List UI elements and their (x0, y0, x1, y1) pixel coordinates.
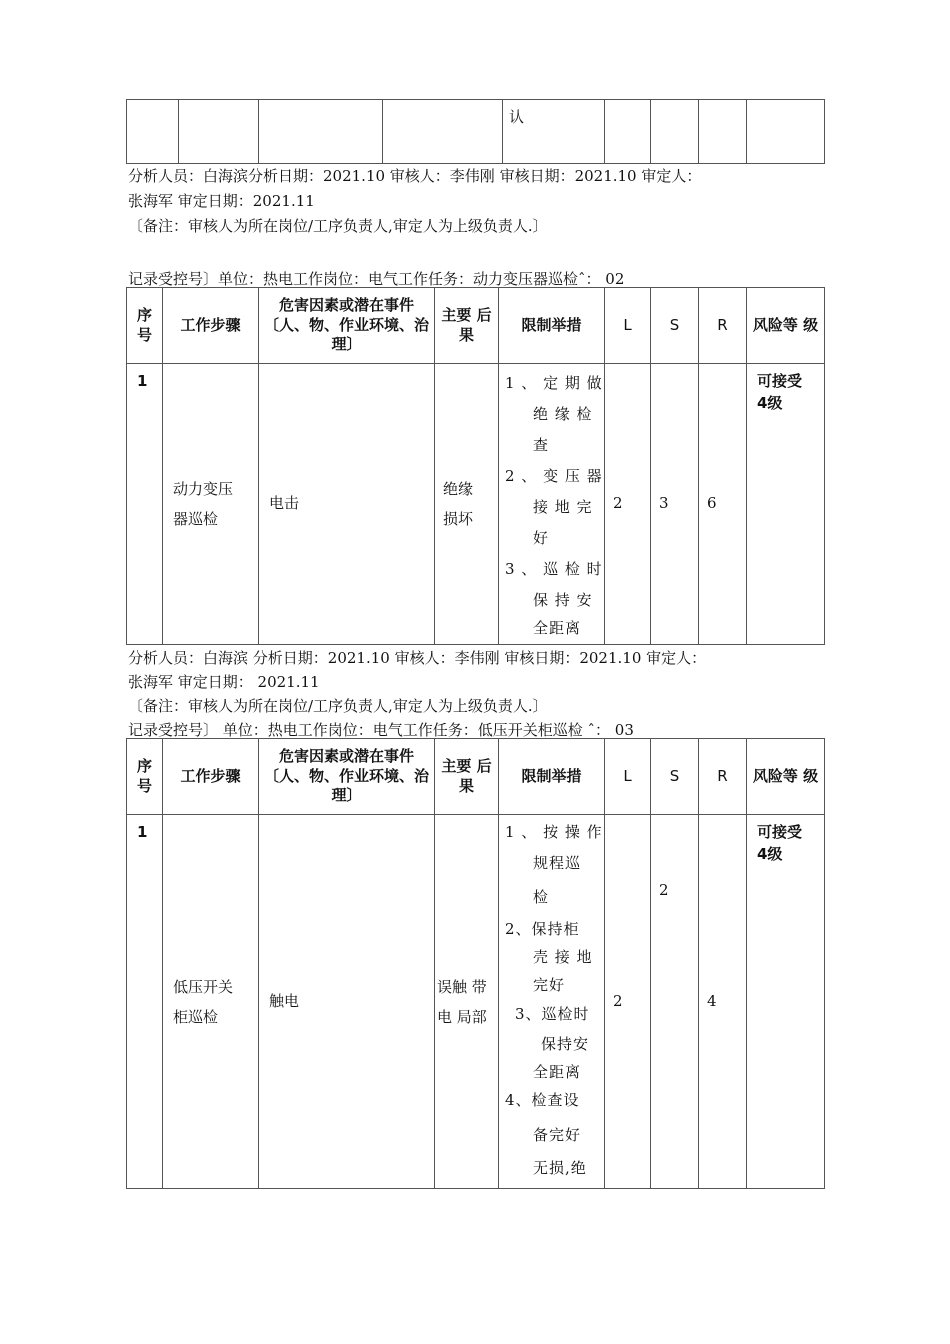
row-seq (127, 815, 163, 1189)
row-step (163, 364, 259, 645)
row-r (699, 815, 747, 1189)
header-step: 工作步骤 (163, 739, 259, 815)
remark-note: 〔备注：审核人为所在岗位/工序负责人,审定人为上级负责人.〕 (128, 217, 548, 235)
hazard-text: 触电 (269, 991, 300, 1010)
measure-line: 3、巡检时 (515, 1005, 590, 1023)
table-row (127, 364, 825, 645)
row-s (651, 364, 699, 645)
header-r: R (699, 288, 747, 364)
top-cell (259, 100, 383, 164)
header-measures: 限制举措 (499, 739, 605, 815)
header-level: 风险等 级 (747, 288, 825, 364)
row-step (163, 815, 259, 1189)
step-text: 柜巡检 (173, 1007, 219, 1026)
table-header-row (127, 288, 825, 364)
row-measures (499, 364, 605, 645)
level-text: 4级 (757, 845, 783, 863)
top-cell-text: 认 (509, 108, 525, 126)
measure-line: 3 、 巡 检 时 (505, 560, 603, 578)
measure-line: 无损,绝 (533, 1159, 587, 1177)
header-seq: 序 号 (127, 739, 163, 815)
measure-line: 保 持 安 (533, 591, 593, 609)
hazard-text: 电击 (269, 494, 300, 513)
top-cell (747, 100, 825, 164)
table-header-row (127, 739, 825, 815)
header-step: 工作步骤 (163, 288, 259, 364)
row-s (651, 815, 699, 1189)
step-text: 动力变压 (173, 480, 234, 498)
level-text: 4级 (757, 394, 783, 412)
header-s: S (651, 739, 699, 815)
row-hazard (259, 815, 435, 1189)
approval-date-line: 张海军 审定日期：2021.11 (128, 192, 315, 210)
seq-value: 1 (137, 372, 148, 390)
l-value: 2 (613, 494, 623, 513)
measure-line: 完好 (533, 976, 566, 994)
row-l (605, 364, 651, 645)
measure-line: 2、保持柜 (505, 920, 580, 938)
row-r (699, 364, 747, 645)
s-value: 2 (659, 881, 669, 899)
result-text: 损坏 (443, 510, 474, 528)
step-text: 低压开关 (173, 977, 234, 996)
measure-line: 检 (533, 888, 550, 906)
row-hazard (259, 364, 435, 645)
l-value: 2 (613, 991, 623, 1010)
header-seq: 序 号 (127, 288, 163, 364)
risk-table-1 (126, 287, 825, 645)
table2-title: 记录受控号〕 单位：热电工作岗位：电气工作任务：低压开关柜巡检 ˆ： 03 (128, 721, 634, 739)
result-text: 绝缘 (443, 480, 474, 498)
measure-line: 全距离 (533, 1063, 582, 1081)
s-value: 3 (659, 494, 669, 513)
header-hazard: 危害因素或潜在事件〔人、物、作业环境、治理〕 (259, 739, 435, 815)
header-r: R (699, 739, 747, 815)
measure-line: 接 地 完 (533, 498, 593, 516)
top-cell (605, 100, 651, 164)
analysis-meta-line: 分析人员：白海滨 分析日期：2021.10 审核人：李伟刚 审核日期：2021.10 审定人： (128, 649, 707, 667)
risk-table-2 (126, 738, 825, 1189)
header-result: 主要 后果 (435, 739, 499, 815)
row-level (747, 815, 825, 1189)
top-cell-measures (503, 100, 605, 164)
measure-line: 保持安 (541, 1035, 590, 1053)
measure-line: 绝 缘 检 (533, 405, 593, 423)
header-measures: 限制举措 (499, 288, 605, 364)
top-cell (651, 100, 699, 164)
measure-line: 全距离 (533, 619, 582, 637)
header-result: 主要 后果 (435, 288, 499, 364)
r-value: 6 (707, 494, 717, 513)
row-result (435, 815, 499, 1189)
analysis-meta-line: 分析人员：白海滨分析日期：2021.10 审核人：李伟刚 审核日期：2021.10 审定人： (128, 167, 702, 185)
row-level (747, 364, 825, 645)
table-row (127, 815, 825, 1189)
measure-line: 备完好 (533, 1126, 582, 1144)
measure-line: 查 (533, 436, 550, 454)
row-l (605, 815, 651, 1189)
header-level: 风险等 级 (747, 739, 825, 815)
top-cell (383, 100, 503, 164)
top-partial-table (126, 99, 825, 164)
result-text: 误触 带 (437, 977, 487, 996)
step-text: 器巡检 (173, 510, 219, 528)
level-text: 可接受 (757, 372, 803, 390)
row-seq (127, 364, 163, 645)
measure-line: 壳 接 地 (533, 948, 593, 966)
measure-line: 2 、 变 压 器 (505, 467, 603, 485)
measure-line: 1 、 按 操 作 (505, 823, 603, 841)
result-text: 电 局部 (437, 1007, 487, 1026)
top-cell (179, 100, 259, 164)
row-result (435, 364, 499, 645)
approval-date-line: 张海军 审定日期： 2021.11 (128, 673, 320, 691)
measure-line: 1 、 定 期 做 (505, 374, 603, 392)
measure-line: 规程巡 (533, 854, 582, 872)
header-s: S (651, 288, 699, 364)
table1-title: 记录受控号〕单位：热电工作岗位：电气工作任务：动力变压器巡检ˆ： 02 (128, 270, 625, 288)
remark-note: 〔备注：审核人为所在岗位/工序负责人,审定人为上级负责人.〕 (128, 697, 548, 715)
measure-line: 好 (533, 529, 550, 547)
header-l: L (605, 739, 651, 815)
top-cell (127, 100, 179, 164)
header-l: L (605, 288, 651, 364)
r-value: 4 (707, 991, 717, 1010)
row-measures (499, 815, 605, 1189)
measure-line: 4、检查设 (505, 1091, 580, 1109)
level-text: 可接受 (757, 823, 803, 841)
seq-value: 1 (137, 823, 148, 841)
header-hazard: 危害因素或潜在事件〔人、物、作业环境、治理〕 (259, 288, 435, 364)
top-cell (699, 100, 747, 164)
